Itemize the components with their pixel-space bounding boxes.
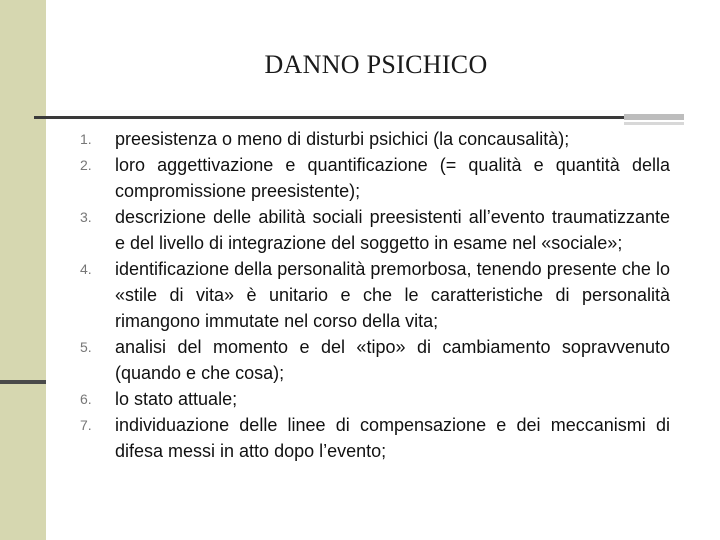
title-underline-accent-2 (624, 122, 684, 125)
left-bar-divider (0, 380, 46, 384)
title-underline (34, 116, 624, 119)
list-item-number: 5. (80, 339, 92, 355)
slide-title: DANNO PSICHICO (264, 50, 488, 79)
list-item (80, 412, 670, 464)
list-item (80, 126, 670, 152)
list-item (80, 334, 670, 386)
list-item-number: 6. (80, 391, 92, 407)
list-item (80, 386, 670, 412)
list-item (80, 152, 670, 204)
numbered-list (80, 126, 670, 464)
list-item-text: loro aggettivazione e quantificazione (= qualità e quantità della compromissione preesistente); (115, 155, 670, 201)
list-item-text: preesistenza o meno di disturbi psichici (la concausalità); (115, 129, 570, 149)
list-item-number: 1. (80, 131, 92, 147)
list-item (80, 256, 670, 334)
list-item-text: descrizione delle abilità sociali preesistenti all’evento traumatizzante e del livello di integrazione del soggetto in esame nel «sociale»; (115, 207, 670, 253)
list-item-text: identificazione della personalità premorbosa, tenendo presente che lo «stile di vita» è unitario e che le caratteristiche di personalità rimangono immutate nel corso della vita; (115, 259, 670, 331)
list-item-text: lo stato attuale; (115, 389, 238, 409)
list-item-number: 7. (80, 417, 92, 433)
list-item-text: individuazione delle linee di compensazione e dei meccanismi di difesa messi in atto dopo l’evento; (115, 415, 670, 461)
list-item (80, 204, 670, 256)
list-item-number: 4. (80, 261, 92, 277)
list-item-number: 2. (80, 157, 92, 173)
left-accent-bar (0, 0, 46, 540)
list-item-text: analisi del momento e del «tipo» di cambiamento sopravvenuto (quando e che cosa); (115, 337, 670, 383)
title-underline-accent (624, 114, 684, 120)
list-item-number: 3. (80, 209, 92, 225)
